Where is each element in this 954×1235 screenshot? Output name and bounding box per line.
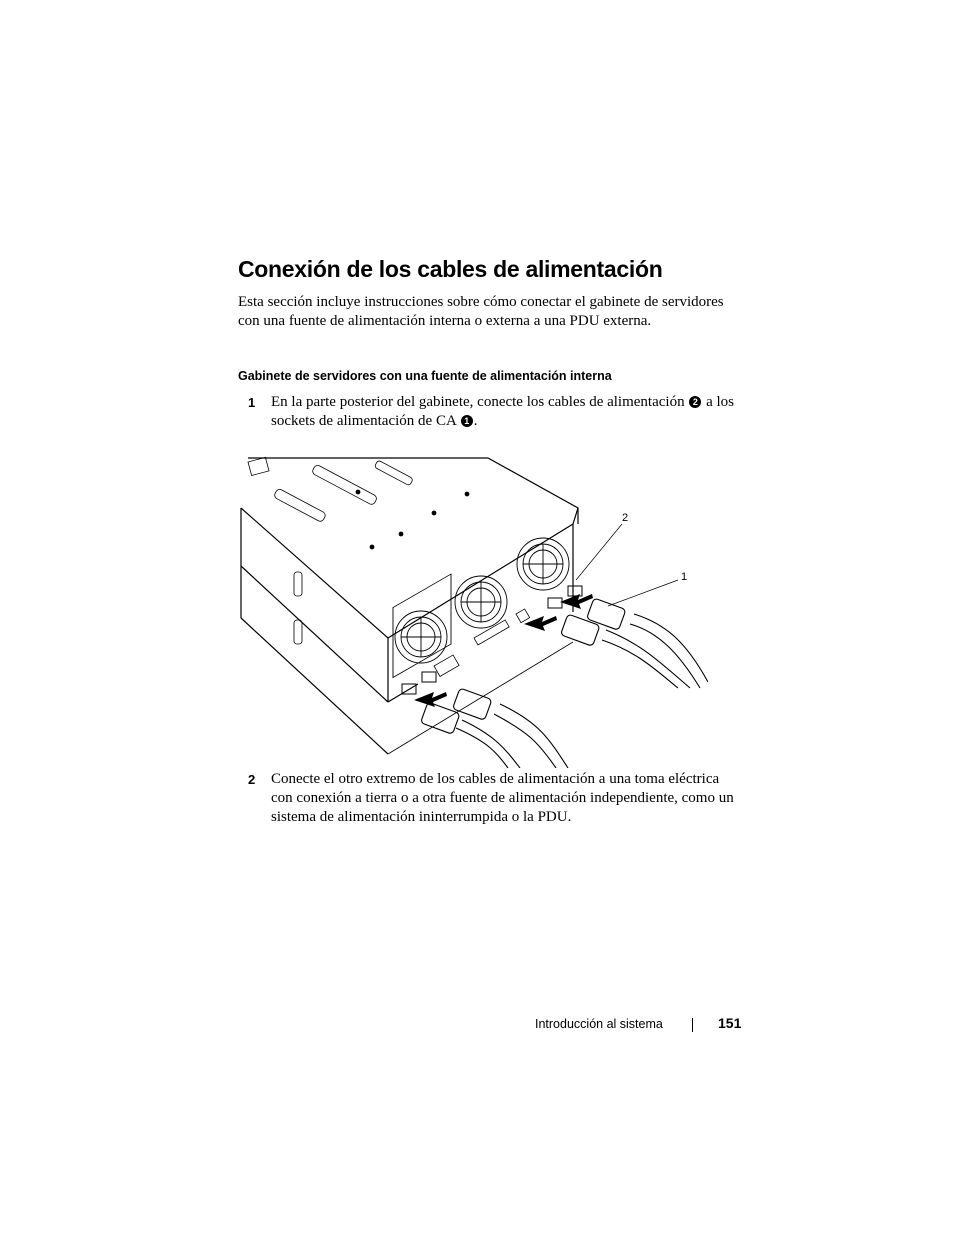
step-number: 2: [248, 772, 256, 787]
figure-callout-2: 2: [622, 512, 629, 524]
fan-module: [455, 576, 507, 628]
insert-arrow: [414, 594, 593, 707]
page-title: Conexión de los cables de alimentación: [238, 256, 663, 282]
server-cabinet: [241, 458, 578, 754]
power-cable-illustration: [238, 452, 708, 768]
callout-leader: [576, 524, 622, 580]
fan-module: [517, 538, 569, 590]
step-text: En la parte posterior del gabinete, conecte los cables de alimentación 2 a los sockets de alimentación de CA 1 .: [271, 394, 734, 429]
side-handle: [294, 572, 302, 596]
power-cable: [560, 598, 708, 688]
page-number: 151: [718, 1015, 742, 1031]
section-subheading: Gabinete de servidores con una fuente de alimentación interna: [238, 369, 612, 383]
footer-section-title: Introducción al sistema: [535, 1017, 663, 1031]
step-2: [238, 770, 738, 827]
callout-leader: [608, 580, 678, 606]
step-text: Conecte el otro extremo de los cables de alimentación a una toma eléctrica con conexión a tierra o a otra fuente de alimentación independiente, como un sistema de alimentación ininterrumpida o la PDU.: [271, 771, 734, 825]
side-handle: [294, 620, 302, 644]
step-number: 1: [248, 395, 256, 410]
power-cable: [420, 688, 568, 768]
callout-1-icon: 1: [461, 415, 473, 427]
top-panel-details: [248, 457, 469, 549]
footer-separator: [692, 1018, 693, 1032]
fan-module: [393, 574, 451, 677]
intro-paragraph: Esta sección incluye instrucciones sobre cómo conectar el gabinete de servidores con una fuente de alimentación interna o externa a una PDU externa.: [238, 294, 724, 329]
io-panel: [434, 609, 530, 676]
callout-2-icon: 2: [689, 396, 701, 408]
figure-callout-1: 1: [681, 571, 688, 583]
step-1: [238, 393, 738, 431]
